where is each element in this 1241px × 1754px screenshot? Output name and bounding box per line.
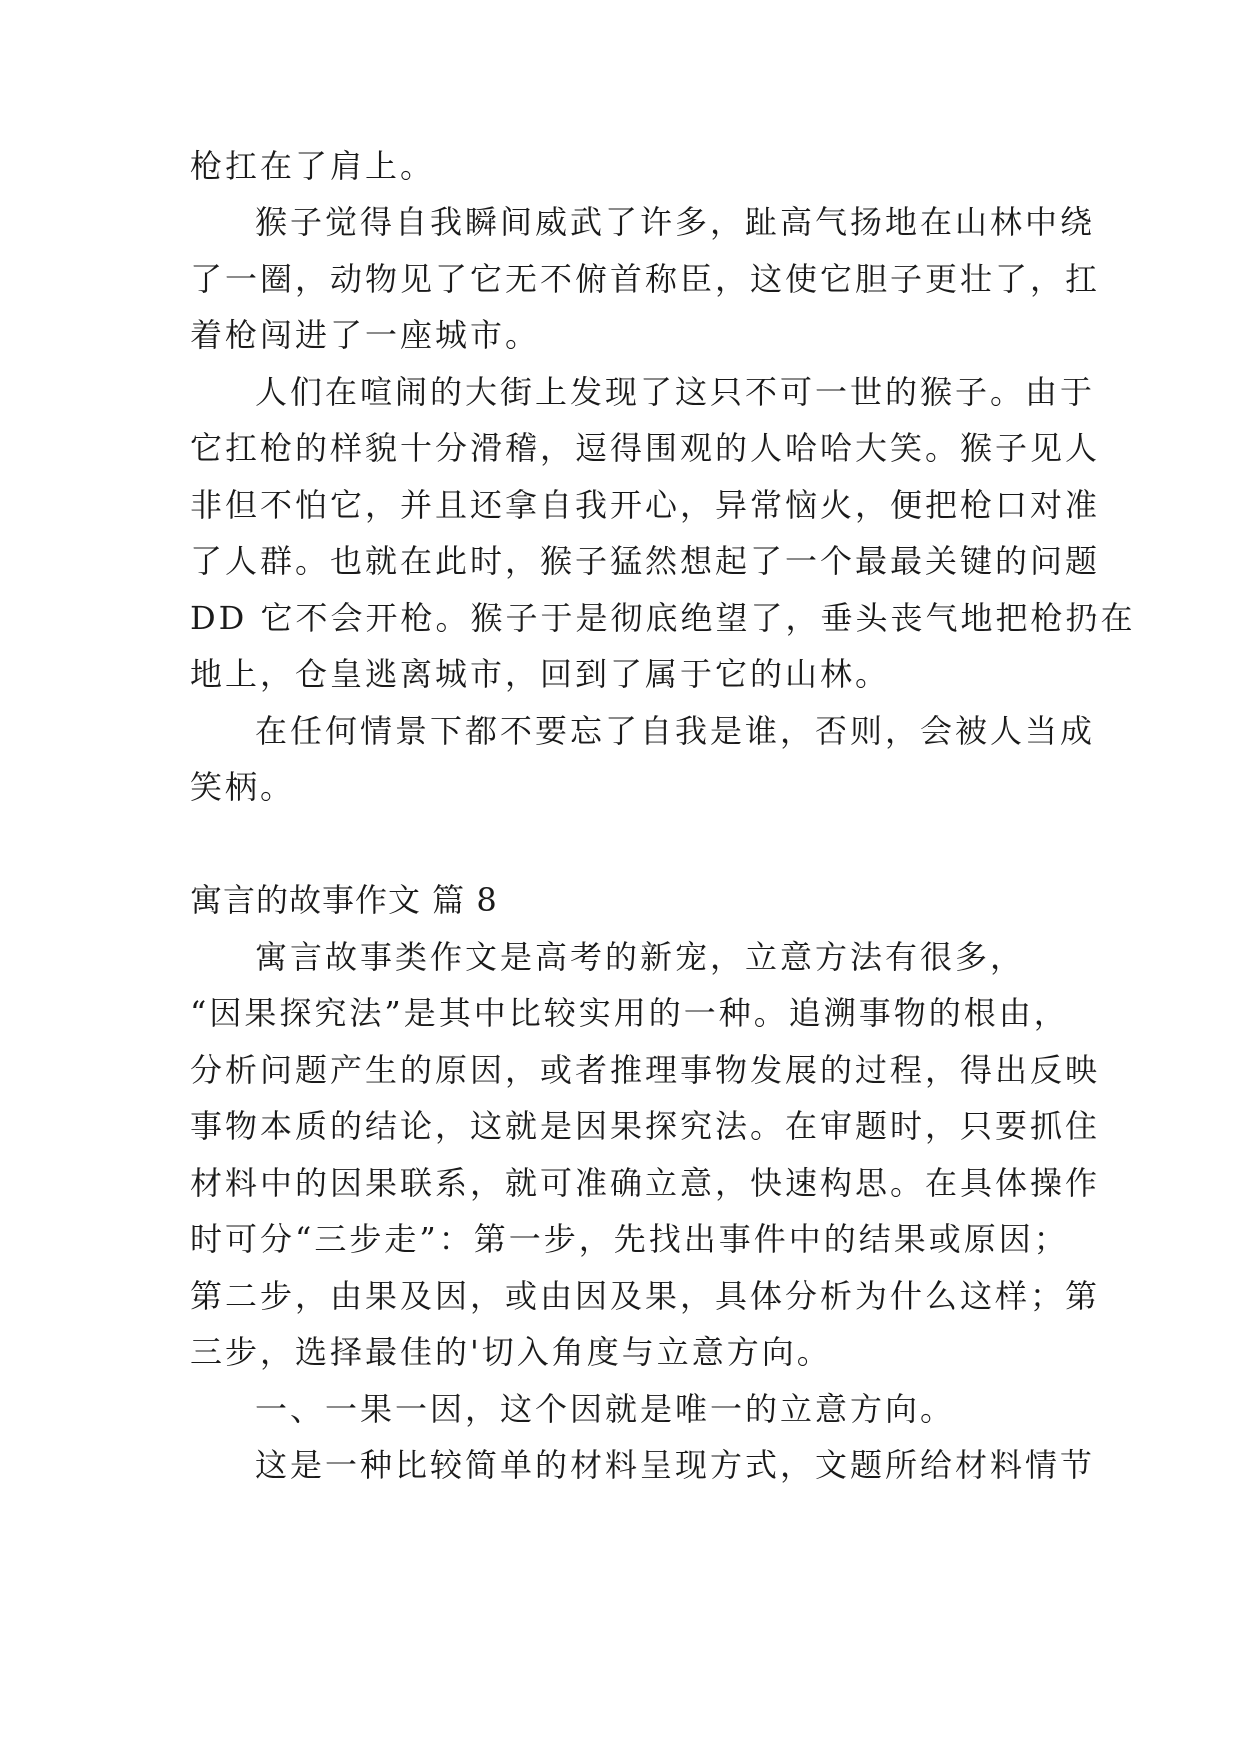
text-line: DD 它不会开枪。猴子于是彻底绝望了，垂头丧气地把枪扔在 [190, 599, 1136, 637]
text-line: 非但不怕它，并且还拿自我开心，异常恼火，便把枪口对准 [190, 486, 1101, 524]
text-line: 三步，选择最佳的'切入角度与立意方向。 [190, 1333, 832, 1371]
text-line: 事物本质的结论，这就是因果探究法。在审题时，只要抓住 [190, 1107, 1101, 1145]
paragraph-start: 这是一种比较简单的材料呈现方式，文题所给材料情节 [255, 1446, 1096, 1484]
text-line: “因果探究法”是其中比较实用的一种。追溯事物的根由， [190, 994, 1069, 1032]
text-line: 了人群。也就在此时，猴子猛然想起了一个最最关键的问题 [190, 542, 1101, 580]
text-line: 它扛枪的样貌十分滑稽，逗得围观的人哈哈大笑。猴子见人 [190, 429, 1101, 467]
text-line: 地上，仓皇逃离城市，回到了属于它的山林。 [190, 655, 891, 693]
section-heading: 寓言的故事作文 篇 8 [190, 881, 498, 919]
text-line: 了一圈，动物见了它无不俯首称臣，这使它胆子更壮了，扛 [190, 260, 1101, 298]
text-line: 着枪闯进了一座城市。 [190, 316, 541, 354]
paragraph-start: 猴子觉得自我瞬间威武了许多，趾高气扬地在山林中绕 [255, 203, 1096, 241]
paragraph-start: 一、一果一因，这个因就是唯一的立意方向。 [255, 1390, 956, 1428]
text-line: 分析问题产生的原因，或者推理事物发展的过程，得出反映 [190, 1051, 1101, 1089]
text-line: 第二步，由果及因，或由因及果，具体分析为什么这样；第 [190, 1277, 1101, 1315]
text-line: 材料中的因果联系，就可准确立意，快速构思。在具体操作 [190, 1164, 1101, 1202]
text-line: 笑柄。 [190, 768, 296, 806]
paragraph-start: 寓言故事类作文是高考的新宠，立意方法有很多， [255, 938, 1026, 976]
paragraph-start: 人们在喧闹的大街上发现了这只不可一世的猴子。由于 [255, 373, 1096, 411]
paragraph-start: 在任何情景下都不要忘了自我是谁，否则，会被人当成 [255, 712, 1096, 750]
text-line: 枪扛在了肩上。 [190, 147, 436, 185]
text-line: 时可分“三步走”：第一步，先找出事件中的结果或原因； [190, 1220, 1069, 1258]
